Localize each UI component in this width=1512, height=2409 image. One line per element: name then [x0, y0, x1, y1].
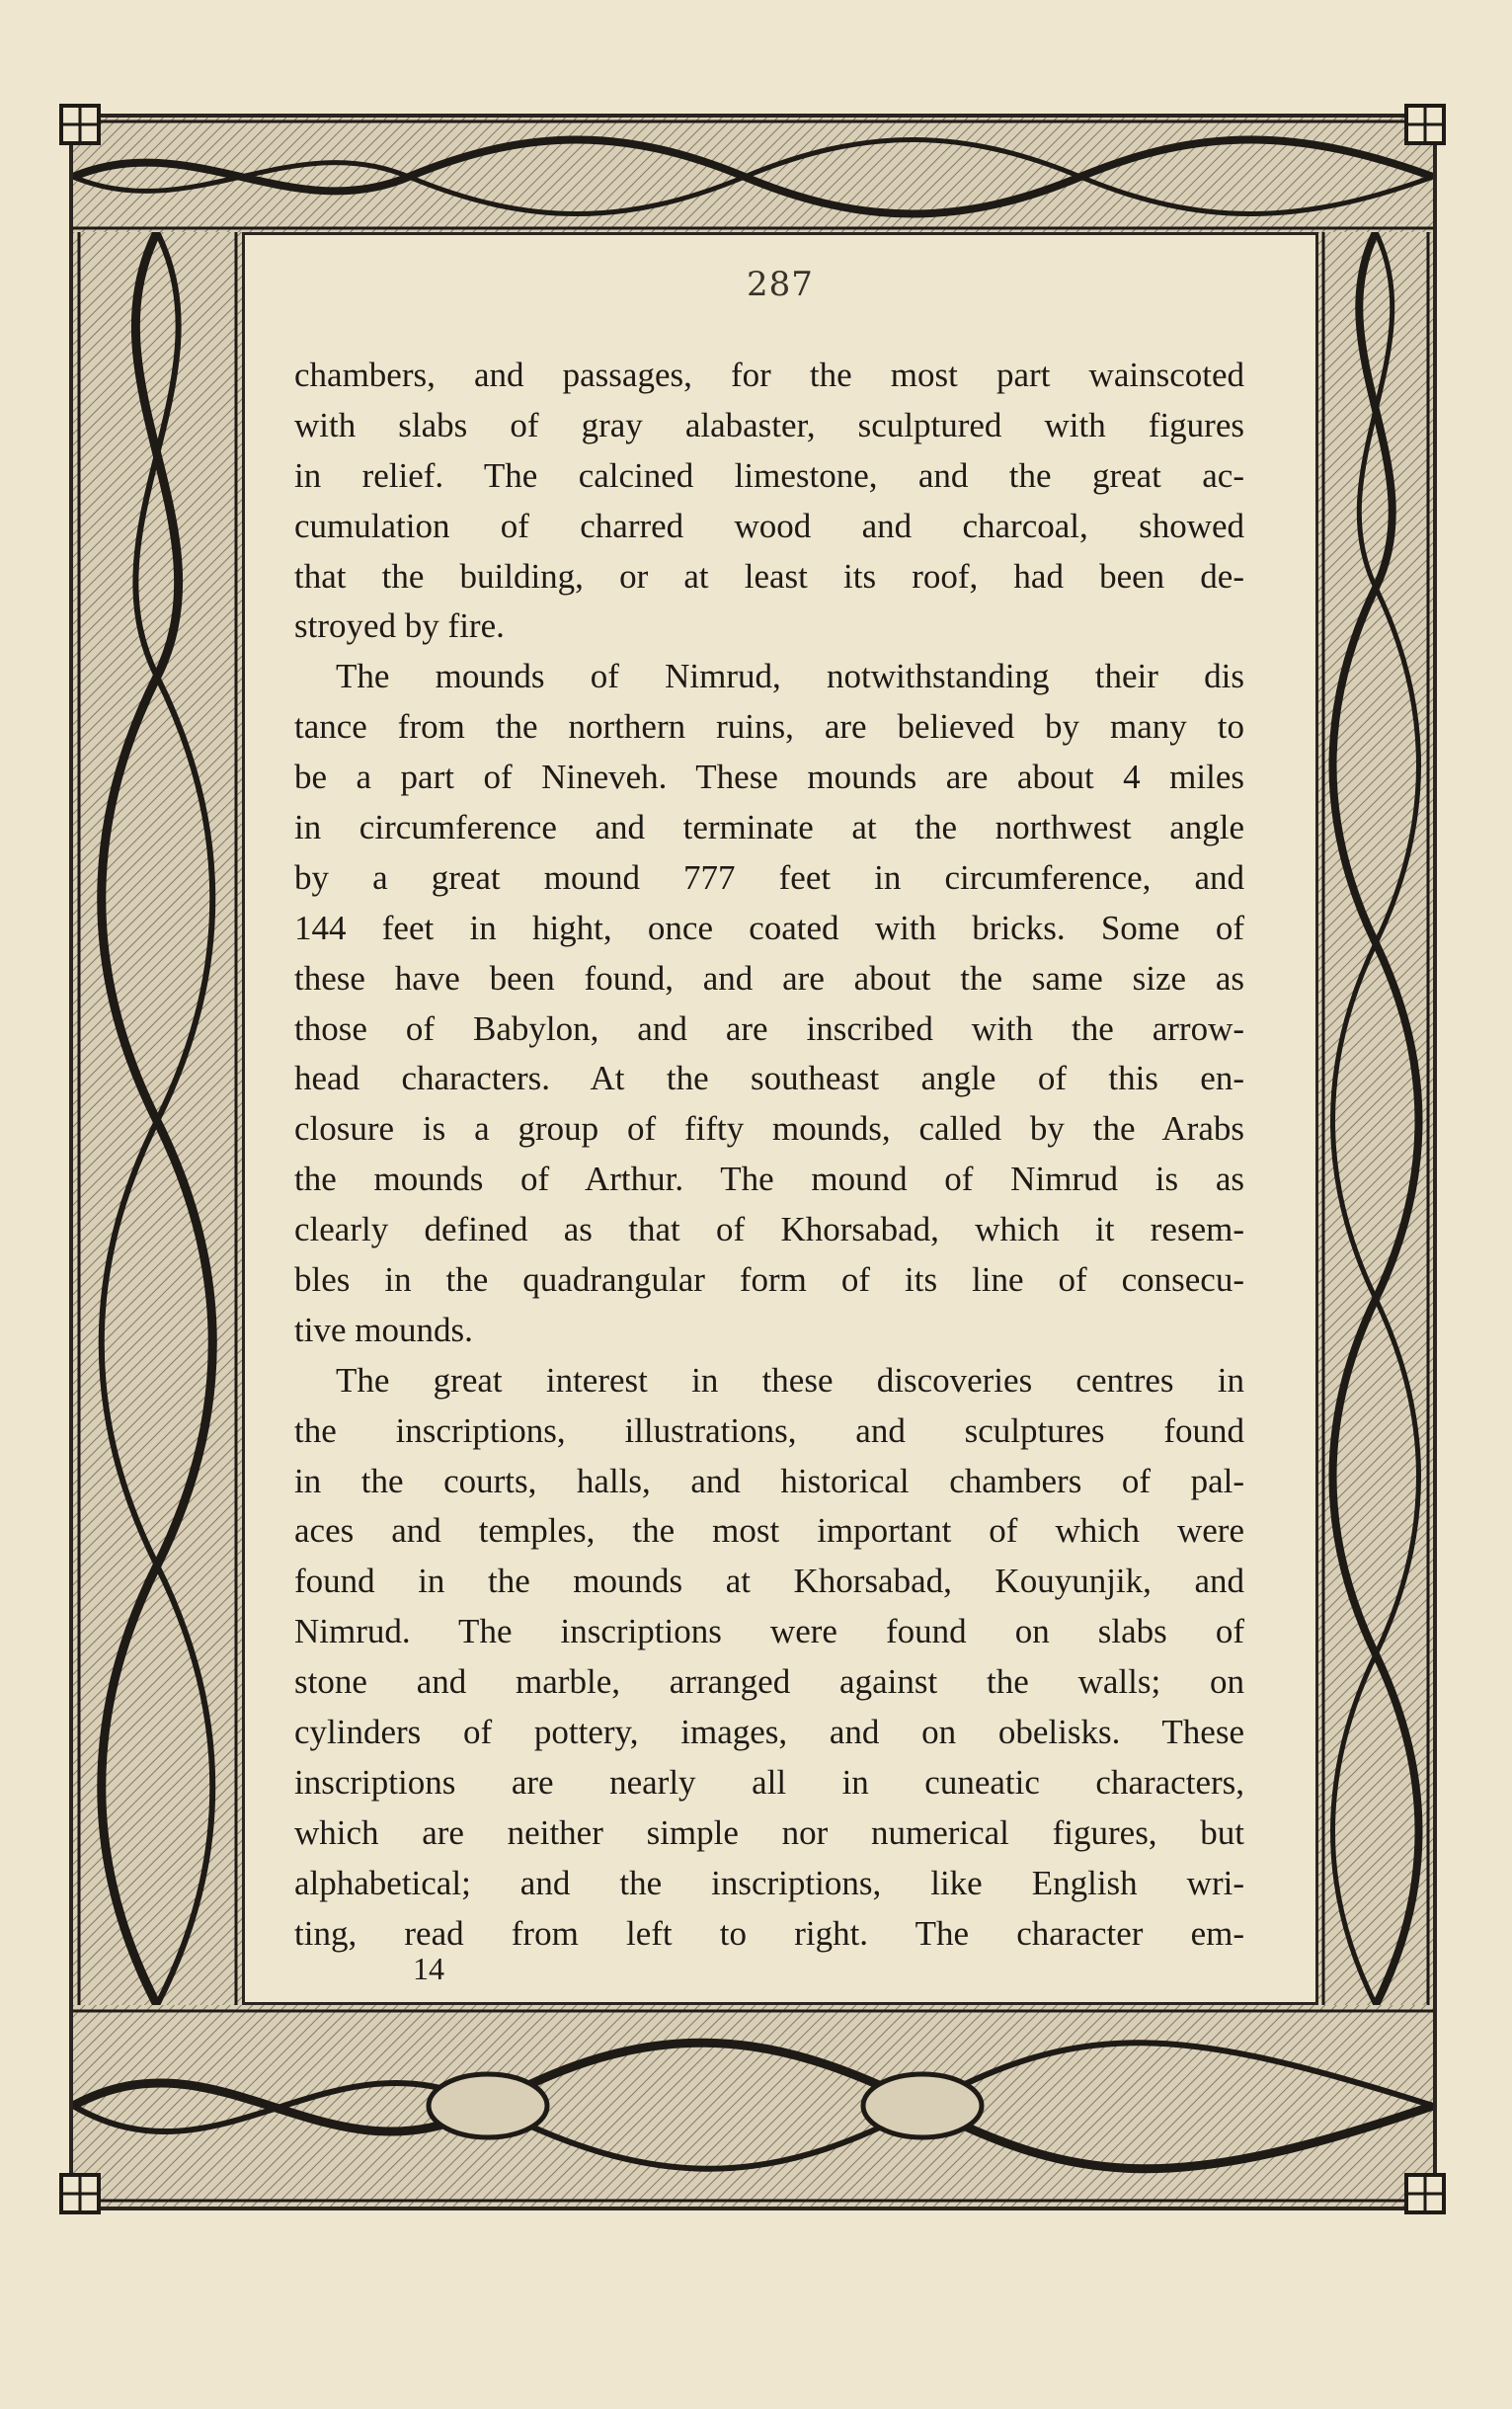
- text-line: with slabs of gray alabaster, sculptured with figures: [294, 405, 1244, 444]
- text-line: The mounds of Nimrud, notwithstanding their dis: [336, 657, 1244, 696]
- text-line: that the building, or at least its roof, had been de-: [294, 556, 1244, 596]
- text-line: in the courts, halls, and historical chambers of pal-: [294, 1461, 1244, 1500]
- text-line: stroyed by fire.: [294, 606, 505, 646]
- text-line: which are neither simple nor numerical figures, but: [294, 1812, 1244, 1852]
- text-line: 144 feet in hight, once coated with bricks. Some of: [294, 908, 1244, 947]
- corner-ornament-top-left: [57, 102, 103, 147]
- text-line: alphabetical; and the inscriptions, like English wri-: [294, 1863, 1244, 1902]
- text-line: inscriptions are nearly all in cuneatic characters,: [294, 1762, 1244, 1802]
- text-line: the mounds of Arthur. The mound of Nimrud is as: [294, 1160, 1244, 1199]
- text-line: ting, read from left to right. The character em-: [294, 1913, 1244, 1953]
- text-line: these have been found, and are about the same size as: [294, 958, 1244, 998]
- text-line: in circumference and terminate at the northwest angle: [294, 808, 1244, 847]
- corner-ornament-bottom-right: [1402, 2171, 1448, 2216]
- text-line: tance from the northern ruins, are believed by many to: [294, 707, 1244, 747]
- text-line: be a part of Nineveh. These mounds are about 4 miles: [294, 758, 1244, 797]
- text-line: stone and marble, arranged against the walls; on: [294, 1662, 1244, 1702]
- text-line: cylinders of pottery, images, and on obelisks. These: [294, 1713, 1244, 1752]
- text-line: head characters. At the southeast angle of this en-: [294, 1059, 1244, 1098]
- corner-ornament-bottom-left: [57, 2171, 103, 2216]
- text-line: tive mounds.: [294, 1310, 473, 1349]
- text-line: in relief. The calcined limestone, and the great ac-: [294, 455, 1244, 495]
- corner-ornament-top-right: [1402, 102, 1448, 147]
- text-line: closure is a group of fifty mounds, called by the Arabs: [294, 1109, 1244, 1149]
- text-line: chambers, and passages, for the most part wainscoted: [294, 356, 1244, 394]
- text-line: found in the mounds at Khorsabad, Kouyunjik, and: [294, 1562, 1244, 1601]
- page-number: 287: [747, 265, 814, 304]
- text-line: Nimrud. The inscriptions were found on slabs of: [294, 1612, 1244, 1651]
- text-line: bles in the quadrangular form of its line of consecu-: [294, 1260, 1244, 1300]
- text-line: clearly defined as that of Khorsabad, which it resem-: [294, 1210, 1244, 1249]
- text-line: cumulation of charred wood and charcoal, showed: [294, 506, 1244, 545]
- body-text: [294, 351, 1244, 1960]
- text-line: those of Babylon, and are inscribed with the arrow-: [294, 1008, 1244, 1048]
- text-line: the inscriptions, illustrations, and sculptures found: [294, 1410, 1244, 1450]
- text-line: by a great mound 777 feet in circumference, and: [294, 857, 1244, 897]
- text-line: The great interest in these discoveries centres in: [336, 1360, 1244, 1400]
- signature-mark: 14: [413, 1951, 444, 1986]
- text-line: aces and temples, the most important of which were: [294, 1511, 1244, 1551]
